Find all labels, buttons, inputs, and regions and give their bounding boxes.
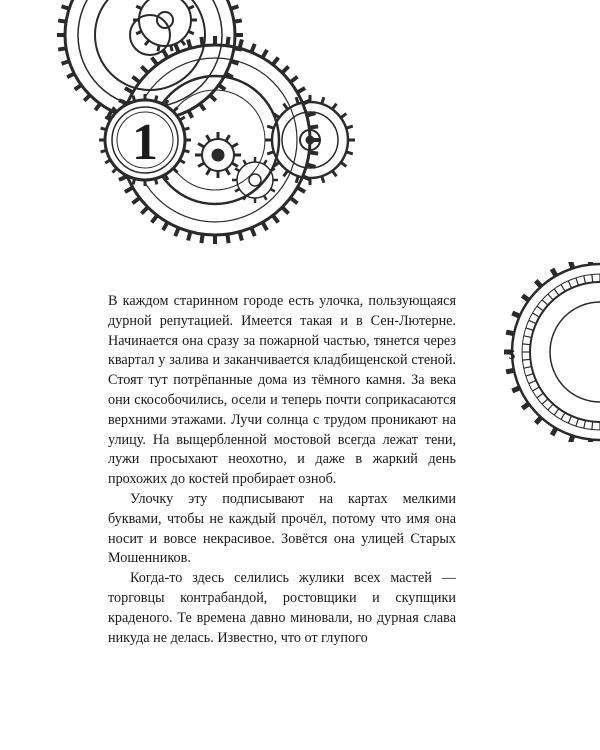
dial-ornament <box>476 262 600 442</box>
body-text <box>108 292 456 648</box>
dial-number: 5 <box>508 347 516 362</box>
star-gear-icon <box>195 132 241 178</box>
lower-gear-icon <box>232 157 278 203</box>
chapter-number: 1 <box>132 114 158 171</box>
paragraph: В каждом старинном городе есть улочка, пользующаяся дурной репутацией. Имеется такая и в Сен-Лютерне. Начинается она сразу за пожарной частью, тянется через квартал у залива и заканчивается кладбищенской стеной. Стоят тут потрёпанные дома из тёмного камня. За века они скособочились, осели и теперь почти соприкасаются верхними этажами. Лучи солнца с трудом проникают на улицу. На выщербленной мостовой всегда лежат тени, лужи просыхают неохотно, и даже в жаркий день прохожих до костей пробирает озноб. <box>108 293 456 488</box>
clockwork-gears-illustration <box>55 0 355 245</box>
paragraph: Когда-то здесь селились жулики всех мастей — торговцы контрабандой, ростовщики и скупщики краденого. Те времена давно миновали, но дурная слава никуда не делась. Известно, что от глупого <box>108 570 456 646</box>
paragraph: Улочку эту подписывают на картах мелкими буквами, чтобы не каждый прочёл, потому что имя она носит и вовсе некрасивое. Зовётся она улицей Старых Мошенников. <box>108 490 456 567</box>
